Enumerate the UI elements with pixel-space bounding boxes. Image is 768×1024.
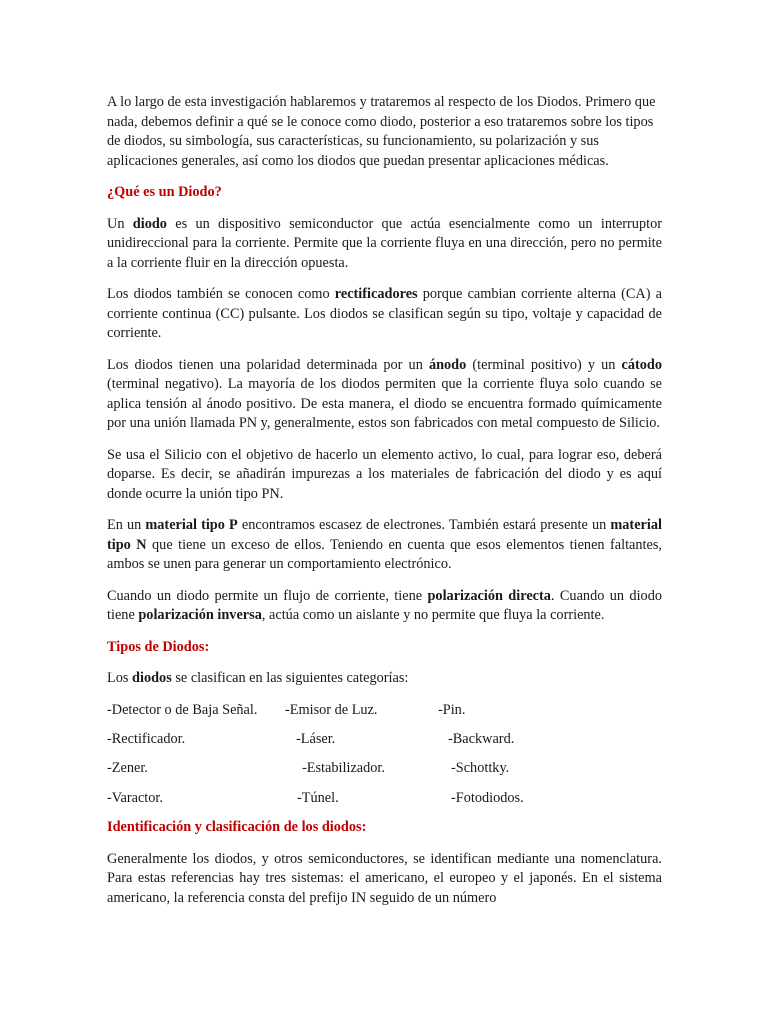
bold-term-anodo: ánodo	[428, 356, 467, 373]
text-run: Los	[107, 670, 133, 686]
paragraph-polarizacion	[107, 587, 662, 626]
bold-term-diodos: diodos	[132, 670, 172, 686]
text-run: es un dispositivo semiconductor que actúa esencialmente como un interruptor unidireccional para la corriente. Permite que la corriente fluya en una dirección, pero no permite a la corriente fluir en la dirección opuesta.	[107, 215, 662, 271]
heading-tipos-de-diodos: Tipos de Diodos:	[107, 638, 210, 655]
category-item: -Rectificador.	[107, 730, 186, 747]
category-row	[107, 759, 662, 779]
paragraph-polaridad	[107, 356, 662, 434]
paragraph-categorias-intro	[107, 669, 662, 689]
paragraph-identificacion: Generalmente los diodos, y otros semiconductores, se identifican mediante una nomenclatura. Para estas referencias hay tres sistemas: el americano, el europeo y el japonés. En el sistema americano, la referencia consta del prefijo IN seguido de un número	[107, 850, 662, 906]
category-item: -Backward.	[448, 730, 515, 747]
category-item: -Varactor.	[107, 789, 163, 806]
category-item: -Detector o de Baja Señal.	[107, 701, 258, 718]
category-row	[107, 789, 662, 809]
bold-term-diodo: diodo	[132, 215, 167, 232]
bold-term-material-n: material tipo N	[107, 517, 662, 553]
text-run: Un	[107, 215, 133, 232]
heading-identificacion: Identificación y clasificación de los diodos:	[107, 819, 367, 836]
text-run: En un	[107, 517, 146, 533]
category-item: -Pin.	[438, 701, 466, 718]
text-run: Cuando un diodo permite un flujo de corriente, tiene	[107, 587, 428, 604]
text-run: . Cuando un diodo tiene	[107, 587, 663, 623]
bold-term-material-p: material tipo P	[145, 517, 238, 533]
category-row	[107, 730, 662, 750]
category-item: -Fotodiodos.	[451, 789, 524, 806]
text-run: se clasifican en las siguientes categorías:	[171, 670, 409, 686]
text-run: Los diodos también se conocen como	[107, 286, 335, 302]
category-item: -Láser.	[296, 730, 336, 747]
paragraph-rectificadores	[107, 285, 662, 344]
category-item: -Estabilizador.	[302, 760, 385, 777]
bold-term-polarizacion-inversa: polarización inversa	[138, 607, 262, 623]
text-run: , actúa como un aislante y no permite que fluya la corriente.	[261, 607, 605, 623]
heading-que-es-un-diodo: ¿Qué es un Diodo?	[107, 184, 222, 200]
category-item: -Emisor de Luz.	[285, 701, 378, 718]
bold-term-rectificadores: rectificadores	[334, 286, 418, 302]
category-item: -Túnel.	[297, 789, 339, 806]
paragraph-diodo-definition	[107, 215, 662, 274]
text-run: Los diodos tienen una polaridad determinada por un	[107, 356, 429, 373]
bold-term-catodo: cátodo	[621, 356, 662, 373]
text-run: (terminal negativo). La mayoría de los diodos permiten que la corriente fluya solo cuando se aplica tensión al ánodo positivo. De esta manera, el diodo se encuentra formado químicamente por una unión llamada PN y, generalmente, estos son fabricados con metal compuesto de Silicio.	[107, 376, 662, 431]
category-item: -Zener.	[107, 760, 148, 777]
category-row	[107, 701, 662, 721]
text-run: (terminal positivo) y un	[466, 356, 622, 373]
category-item: -Schottky.	[451, 760, 510, 777]
intro-paragraph: A lo largo de esta investigación hablaremos y trataremos al respecto de los Diodos. Primero que nada, debemos definir a qué se le conoce como diodo, posterior a eso trataremos sobre los tipos de diodos, su simbología, sus características, su funcionamiento, su polarización y sus aplicaciones generales, así como los diodos que puedan presentar aplicaciones médicas.	[107, 94, 656, 169]
text-run: que tiene un exceso de ellos. Teniendo en cuenta que esos elementos tienen faltantes, ambos se unen para generar un comportamiento electrónico.	[107, 536, 662, 572]
text-run: encontramos escasez de electrones. También estará presente un	[237, 517, 611, 533]
categories-list	[107, 701, 662, 809]
text-run: porque cambian corriente alterna (CA) a corriente continua (CC) pulsante. Los diodos se clasifican según su tipo, voltaje y capacidad de corriente.	[107, 286, 662, 341]
bold-term-polarizacion-directa: polarización directa	[427, 587, 551, 604]
paragraph-material-tipo	[107, 516, 662, 575]
paragraph-silicio: Se usa el Silicio con el objetivo de hacerlo un elemento activo, lo cual, para lograr eso, deberá doparse. Es decir, se añadirán impurezas a los materiales de fabricación del diodo y es aquí donde ocurre la unión tipo PN.	[107, 446, 662, 502]
